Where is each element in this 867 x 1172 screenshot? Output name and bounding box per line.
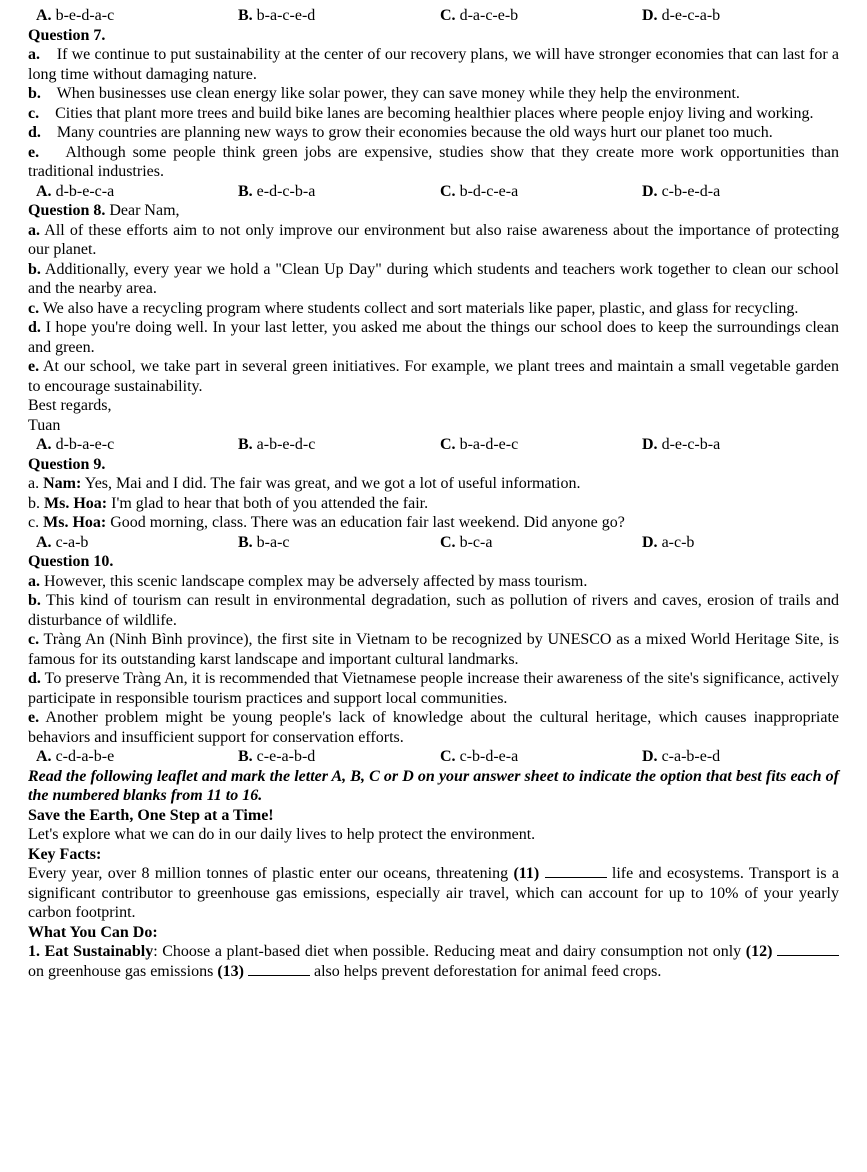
item-letter: a. [28,221,40,239]
option-text: d-e-c-b-a [661,436,721,453]
q7-option-d[interactable] [642,182,720,202]
item-text: Additionally, every year we hold a "Clean Up Day" during which students and teachers work together to clean our school and the nearby area. [28,260,839,297]
item-text: If we continue to put sustainability at the center of our recovery plans, we will have stronger economies that can last for a long time without damaging nature. [28,46,839,83]
q10-item-b [28,591,839,630]
q10-item-c [28,630,839,669]
item-letter: c. [28,631,40,648]
option-letter: A. [36,533,52,551]
option-text: b-a-d-e-c [459,436,519,453]
item-letter: e. [28,143,40,161]
option-text: e-d-c-b-a [256,182,316,200]
q9-heading: Question 9. [28,455,106,473]
option-text: b-c-a [459,533,493,551]
q6-option-c[interactable] [440,6,642,26]
item-letter: e. [28,358,40,375]
q7-option-a[interactable] [36,182,238,202]
option-text: c-b-d-e-a [459,748,519,765]
item-letter: a. [28,475,40,492]
q10-option-c[interactable] [440,747,642,767]
q7-item-b [28,84,839,104]
option-text: a-c-b [661,533,695,551]
item-text: This kind of tourism can result in environmental degradation, such as pollution of rivers and caves, erosion of trails and disturbance of wildlife. [28,592,839,629]
q7-item-d [28,123,839,143]
q8-item-b [28,260,839,299]
item-text: When businesses use clean energy like solar power, they can save money while they help the environment. [56,85,740,102]
blank-line-11[interactable] [545,865,607,878]
option-text: c-a-b [55,533,89,551]
item-text: Cities that plant more trees and build bike lanes are becoming healthier places where people enjoy living and working. [55,104,814,122]
q8-item-a [28,221,839,260]
option-letter: B. [238,533,253,551]
item-text: also helps prevent deforestation for animal feed crops. [309,962,662,980]
q9-item-a [28,474,839,494]
option-letter: D. [642,533,658,551]
blank-number-12: (12) [745,943,773,960]
q9-option-c[interactable] [440,533,642,553]
option-text: c-b-e-d-a [661,182,721,200]
item-text: To preserve Tràng An, it is recommended that Vietnamese people increase their awareness of the site's significance, actively participate in responsible tourism practices and support local communities. [28,670,839,707]
q6-option-d[interactable] [642,6,720,26]
q10-option-d[interactable] [642,747,720,767]
q8-item-e [28,357,839,396]
option-letter: B. [238,436,253,453]
option-letter: C. [440,182,456,200]
item-text: Many countries are planning new ways to grow their economies because the old ways hurt our planet too much. [56,124,773,141]
q8-option-a[interactable] [36,435,238,455]
item-text: We also have a recycling program where students collect and sort materials like paper, plastic, and glass for recycling. [39,299,799,317]
q9-option-d[interactable] [642,533,694,553]
q10-item-d [28,669,839,708]
q8-option-c[interactable] [440,435,642,455]
item-letter: d. [28,124,41,141]
option-letter: D. [642,182,658,200]
q8-heading-line [28,201,839,221]
item-text: Although some people think green jobs are expensive, studies show that they create more work opportunities than traditional industries. [28,143,840,180]
q9-item-b [28,494,839,514]
item-letter: c. [28,299,40,317]
q10-heading: Question 10. [28,553,114,570]
option-text: d-b-e-c-a [55,182,115,200]
q8-item-d [28,318,839,357]
q8-heading: Question 8. [28,202,106,219]
item-text: All of these efforts aim to not only improve our environment but also raise awareness about the importance of protecting our planet. [28,221,839,258]
option-letter: B. [238,7,253,24]
item-text: I hope you're doing well. In your last letter, you asked me about the things our school does to keep the surroundings clean and green. [28,319,839,356]
option-letter: A. [36,7,52,24]
q7-options [28,182,839,202]
item-letter: c. [28,514,40,531]
what-you-can-do-heading: What You Can Do: [28,923,158,941]
q8-item-c [28,299,839,319]
blank-number-13: (13) [217,962,244,980]
q7-heading: Question 7. [28,26,106,44]
item-letter: b. [28,85,41,102]
q10-option-a[interactable] [36,747,238,767]
q10-item-a [28,572,839,592]
option-letter: C. [440,533,456,551]
option-letter: D. [642,7,658,24]
q6-options [28,6,839,26]
item-letter: a. [28,46,40,63]
item-text: on greenhouse gas emissions [28,962,218,980]
option-letter: A. [36,748,52,765]
blank-line-12[interactable] [777,943,839,956]
item-text: Yes, Mai and I did. The fair was great, and we got a lot of useful information. [81,475,581,492]
q9-option-a[interactable] [36,533,238,553]
option-text: d-a-c-e-b [459,7,519,24]
leaflet-instruction: Read the following leaflet and mark the letter A, B, C or D on your answer sheet to indicate the option that best fits each of the numbered blanks from 11 to 16. [28,767,839,804]
option-letter: B. [238,182,253,200]
item-letter: d. [28,319,41,336]
q7-item-c [28,104,839,124]
option-letter: A. [36,436,52,453]
item-text: At our school, we take part in several green initiatives. For example, we plant trees and maintain a small vegetable garden to encourage sustainability. [28,358,839,395]
item-text: Good morning, class. There was an education fair last weekend. Did anyone go? [106,514,625,531]
q8-greeting: Dear Nam, [105,202,180,219]
option-text: a-b-e-d-c [256,436,316,453]
option-letter: D. [642,436,658,453]
option-letter: B. [238,748,253,765]
option-letter: C. [440,436,456,453]
option-letter: A. [36,182,52,200]
item-eat-sustainably [28,942,839,981]
q7-item-e [28,143,839,182]
leaflet-intro: Let's explore what we can do in our daily lives to help protect the environment. [28,826,536,843]
leaflet-title: Save the Earth, One Step at a Time! [28,806,274,824]
option-text: b-a-c-e-d [256,7,316,24]
option-text: d-b-a-e-c [55,436,115,453]
item-letter: a. [28,572,40,590]
q9-option-b[interactable] [238,533,440,553]
q10-option-b[interactable] [238,747,440,767]
option-letter: C. [440,7,456,24]
blank-number-11: (11) [513,865,540,882]
q7-option-c[interactable] [440,182,642,202]
option-text: c-e-a-b-d [256,748,316,765]
item-letter: d. [28,670,41,687]
item-text: I'm glad to hear that both of you attended the fair. [107,494,429,512]
q10-item-e [28,708,839,747]
q8-closing: Best regards, [28,397,112,414]
facts-text: Every year, over 8 million tonnes of plastic enter our oceans, threatening [28,865,514,882]
option-text: b-d-c-e-a [459,182,519,200]
option-letter: C. [440,748,456,765]
q8-options [28,435,839,455]
q6-option-a[interactable] [36,6,238,26]
q9-options [28,533,839,553]
item-letter: e. [28,709,40,726]
speaker: Ms. Hoa: [44,494,108,512]
facts-text: life and ecosystems. Transport is a significant contributor to greenhouse gas emissions, especially air travel, which can account for up to 10% of your yearly carbon footprint. [28,865,840,921]
item-text: Tràng An (Ninh Bình province), the first site in Vietnam to be recognized by UNESCO as a mixed World Heritage Site, is famous for its outstanding karst landscape and important cultural landmarks. [28,631,839,668]
item-letter: b. [28,260,41,278]
speaker: Nam: [43,475,82,492]
q10-options [28,747,839,767]
blank-line-13[interactable] [248,963,310,976]
item-letter: c. [28,104,40,122]
option-text: b-e-d-a-c [55,7,115,24]
q7-option-b[interactable] [238,182,440,202]
item-letter: b. [28,592,41,609]
item-label: 1. Eat Sustainably [28,943,154,960]
option-letter: D. [642,748,658,765]
q8-option-d[interactable] [642,435,720,455]
option-text: b-a-c [256,533,290,551]
key-facts-paragraph [28,864,839,923]
item-letter: b. [28,494,40,512]
q7-item-a [28,45,839,84]
item-text: Another problem might be young people's lack of knowledge about the cultural heritage, which causes inappropriate behaviors and insufficient support for conservation efforts. [28,709,839,746]
speaker: Ms. Hoa: [43,514,107,531]
q9-item-c [28,513,839,533]
key-facts-heading: Key Facts: [28,845,102,863]
q8-signature: Tuan [28,416,61,434]
option-text: d-e-c-a-b [661,7,721,24]
item-text: However, this scenic landscape complex may be adversely affected by mass tourism. [40,572,588,590]
option-text: c-d-a-b-e [55,748,115,765]
q8-option-b[interactable] [238,435,440,455]
item-text: : Choose a plant-based diet when possible. Reducing meat and dairy consumption not only [153,943,746,960]
q6-option-b[interactable] [238,6,440,26]
option-text: c-a-b-e-d [661,748,721,765]
